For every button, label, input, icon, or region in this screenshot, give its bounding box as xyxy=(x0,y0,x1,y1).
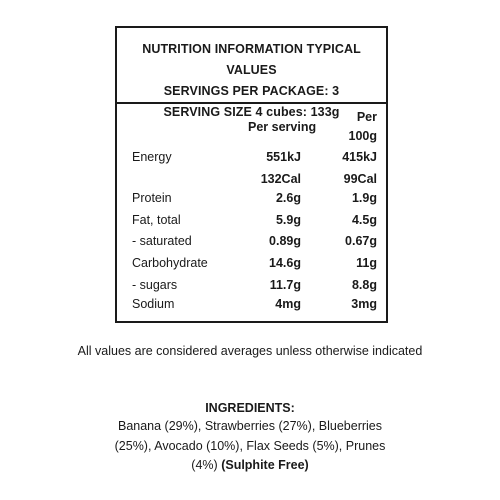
row-label-saturated: - saturated xyxy=(132,234,192,248)
energy-serving-kj: 551kJ xyxy=(266,150,301,164)
column-header-per-100g-line2: 100g xyxy=(348,129,377,143)
sugars-serving: 11.7g xyxy=(269,278,301,292)
column-header-per-serving: Per serving xyxy=(248,120,317,134)
row-label-sodium: Sodium xyxy=(132,297,175,311)
saturated-serving: 0.89g xyxy=(269,234,301,248)
row-label-fat: Fat, total xyxy=(132,213,181,227)
energy-per100-kj: 415kJ xyxy=(342,150,377,164)
column-header-per-100g-line1: Per xyxy=(356,110,377,124)
protein-serving: 2.6g xyxy=(275,191,301,205)
sodium-serving: 4mg xyxy=(275,297,301,311)
row-label-energy: Energy xyxy=(132,150,172,164)
serving-size: SERVING SIZE 4 cubes: 133g xyxy=(163,105,340,119)
energy-per100-cal: 99Cal xyxy=(343,172,377,186)
averages-note: All values are considered averages unless otherwise indicated xyxy=(77,344,423,358)
ingredients-list xyxy=(110,417,390,476)
protein-per100: 1.9g xyxy=(351,191,377,205)
carbohydrate-serving: 14.6g xyxy=(269,256,301,270)
row-label-sugars: - sugars xyxy=(132,278,178,292)
saturated-per100: 0.67g xyxy=(345,234,377,248)
nutrition-panel xyxy=(115,26,388,323)
servings-per-package: SERVINGS PER PACKAGE: 3 xyxy=(163,84,340,98)
carbohydrate-per100: 11g xyxy=(356,256,377,270)
sugars-per100: 8.8g xyxy=(351,278,377,292)
ingredients-text: Banana (29%), Strawberries (27%), Blueberries (25%), Avocado (10%), Flax Seeds (5%), Prunes (4%) xyxy=(114,419,386,472)
fat-serving: 5.9g xyxy=(275,213,301,227)
sodium-per100: 3mg xyxy=(351,297,377,311)
ingredients-title: INGREDIENTS: xyxy=(205,401,295,415)
sulphite-free-label: (Sulphite Free) xyxy=(221,458,309,472)
energy-serving-cal: 132Cal xyxy=(260,172,301,186)
nutrition-header xyxy=(117,28,386,119)
fat-per100: 4.5g xyxy=(351,213,377,227)
nutrition-title: NUTRITION INFORMATION TYPICAL VALUES xyxy=(142,42,361,77)
row-label-protein: Protein xyxy=(132,191,172,205)
row-label-carbohydrate: Carbohydrate xyxy=(132,256,208,270)
